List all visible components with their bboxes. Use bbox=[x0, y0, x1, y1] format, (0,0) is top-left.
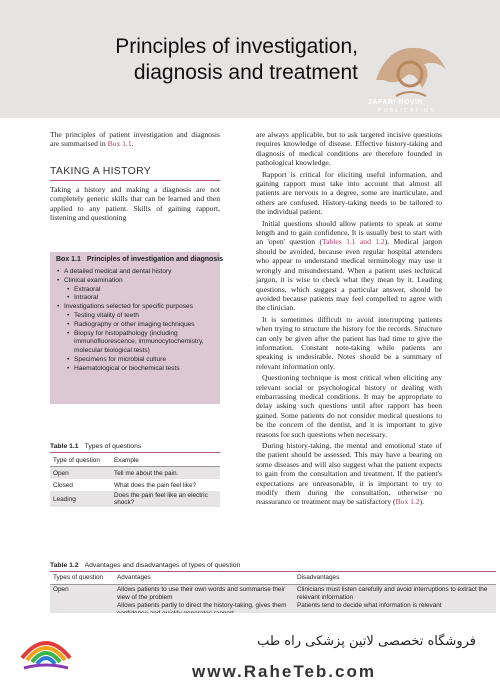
section-divider bbox=[50, 180, 220, 181]
table-1-2-header-disadvantages: Disadvantages bbox=[294, 573, 496, 585]
box-number: Box 1.1 bbox=[56, 256, 81, 263]
table-row bbox=[50, 467, 220, 480]
right-paragraph-3 bbox=[256, 219, 442, 313]
box-1-1-list bbox=[56, 268, 216, 374]
table-cell: Open bbox=[50, 467, 111, 480]
chapter-title-line1: Principles of investigation, bbox=[115, 35, 358, 58]
table-cell: Tell me about the pain. bbox=[111, 467, 220, 480]
table-1-2-number: Table 1.2 bbox=[50, 562, 79, 569]
table-1-1-divider bbox=[50, 452, 220, 453]
box-1-2-link[interactable]: Box 1.2 bbox=[395, 497, 420, 507]
box-title-text: Principles of investigation and diagnosis bbox=[86, 256, 224, 263]
right-paragraph-2: Rapport is critical for eliciting useful information, and gaining rapport must take into account that almost all patients are nervous to a degree, some are inarticulate, and others are confused. History-taking needs to be tailored to the individual patient. bbox=[256, 169, 442, 217]
table-1-2-header-advantages: Advantages bbox=[114, 573, 294, 585]
table-cell: Does the pain feel like an electric shock? bbox=[111, 491, 220, 507]
store-name: فروشگاه تخصصی لاتین پزشکی راه طب bbox=[257, 634, 476, 649]
right-column bbox=[256, 130, 442, 509]
disadvantage-item: Clinicians must listen carefully and avoid interruptions to extract the relevant information bbox=[297, 586, 488, 601]
table-1-2-header-type: Types of question bbox=[50, 573, 114, 585]
history-text: Taking a history and making a diagnosis are not completely generic skills that can be learned and then applied to any patient. Skills of gaining rapport, listening and questioning bbox=[50, 185, 220, 223]
table-1-1-caption bbox=[50, 443, 141, 450]
table-row bbox=[50, 491, 220, 507]
box-list-item: • Specimens for microbial culture bbox=[56, 356, 216, 365]
table-row bbox=[50, 479, 220, 491]
table-1-1-number: Table 1.1 bbox=[50, 443, 79, 450]
publisher-subtitle: PUBLICATION bbox=[378, 108, 437, 114]
intro-text: The principles of patient investigation and diagnosis are summarised in bbox=[50, 130, 220, 149]
p6-text-end: ). bbox=[419, 497, 425, 507]
store-url-link[interactable]: www.RaheTeb.com bbox=[192, 662, 376, 681]
box-list-item: • Biopsy for histopathology (including immunofluorescence, immunocytochemistry, molecular biological tests) bbox=[56, 330, 216, 356]
box-list-item: • Intraoral bbox=[56, 294, 216, 303]
box-list-item: • Investigations selected for specific purposes bbox=[56, 303, 216, 312]
advantage-item: Allows patients partly to direct the history-taking, gives them bbox=[117, 602, 287, 609]
publisher-name: JAFARI NOVIN bbox=[368, 99, 424, 106]
tables-link[interactable]: Tables 1.1 and 1.2 bbox=[322, 237, 385, 247]
table-1-2-divider bbox=[50, 571, 496, 572]
table-1-1-header-type: Type of question bbox=[50, 454, 111, 467]
table-cell: What does the pain feel like? bbox=[114, 481, 197, 489]
disadvantage-item: Patients tend to decide what information is relevant bbox=[297, 602, 442, 609]
box-list-item: • Haematological or biochemical tests bbox=[56, 365, 216, 374]
intro-end: . bbox=[131, 139, 134, 149]
table-cell-type: Open bbox=[50, 585, 114, 620]
right-paragraph-4: It is sometimes difficult to avoid interrupting patients when trying to structure the history for the records. Structure can only be given after the patient has had time to give the information. Constant note-taking while patients are speaking is undesirable. Notes should be a summary of relevant information only. bbox=[256, 314, 442, 371]
chapter-title-line2: diagnosis and treatment bbox=[133, 61, 358, 84]
history-paragraph bbox=[50, 185, 220, 225]
right-paragraph-6 bbox=[256, 441, 442, 507]
table-1-1-title: Types of questions bbox=[84, 443, 142, 450]
table-1-2-caption bbox=[50, 562, 240, 569]
table-1-1 bbox=[50, 454, 220, 507]
box-list-item: • Extraoral bbox=[56, 286, 216, 295]
box-list-item: • A detailed medical and dental history bbox=[56, 268, 216, 277]
table-1-1-header-example: Example bbox=[111, 454, 220, 467]
publisher-logo bbox=[366, 30, 454, 110]
right-paragraph-1: are always applicable, but to ask targeted incisive questions requires knowledge of disease. Effective history-taking and diagnosis of medical conditions are therefore founded in pathological knowledge. bbox=[256, 130, 442, 168]
table-cell: Closed bbox=[53, 481, 73, 489]
intro-paragraph bbox=[50, 130, 220, 151]
p3-text-end: ). Medical jargon should be avoided, because even regular hospital attenders who appear to understand medical terminology may use it wrongly and misunderstand. When a patient uses technical jargon, it is wise to check what they mean by it. Leading questions, which suggest a particular answer, should be avoided because patients may feel compelled to agree with the clinician. bbox=[256, 237, 443, 313]
p6-text: During history-taking, the mental and emotional state of the patient should be assessed. This may have a bearing on some diseases and will also suggest what the patient expects to gain from the consultation and treatment. If the patient's expectations are unreasonable, it is important to try to modify them during the consultation, otherwise no reassurance or treatment may be satisfactory ( bbox=[256, 441, 442, 507]
box-list-item: • Testing vitality of teeth bbox=[56, 312, 216, 321]
chapter-title bbox=[115, 34, 358, 86]
section-heading: TAKING A HISTORY bbox=[50, 165, 152, 177]
box-list-item: • Radiography or other imaging techniques bbox=[56, 321, 216, 330]
advantage-item: Allows patients to use their own words and summarise their view of the problem bbox=[117, 586, 286, 601]
table-1-2-title: Advantages and disadvantages of types of question bbox=[84, 562, 241, 569]
rainbow-book-logo bbox=[14, 618, 78, 682]
right-paragraph-5: Questioning technique is most critical when eliciting any relevant social or psychological history or dealing with embarrassing medical conditions. It may be appropriate to delay asking such questions until after rapport has been gained. Some patients do not consider medical questions to be the concern of the dentist, and it is important to give reasons for such questions when necessary. bbox=[256, 373, 442, 439]
box-list-item: • Clinical examination bbox=[56, 277, 216, 286]
box-1-1-link[interactable]: Box 1.1 bbox=[107, 139, 132, 149]
box-1-1-title bbox=[56, 256, 223, 263]
p3-text: Initial questions should allow patients to speak at some length and to gain confidence. It is usually best to start with an 'open' question ( bbox=[256, 218, 442, 247]
table-cell: Leading bbox=[50, 491, 111, 507]
